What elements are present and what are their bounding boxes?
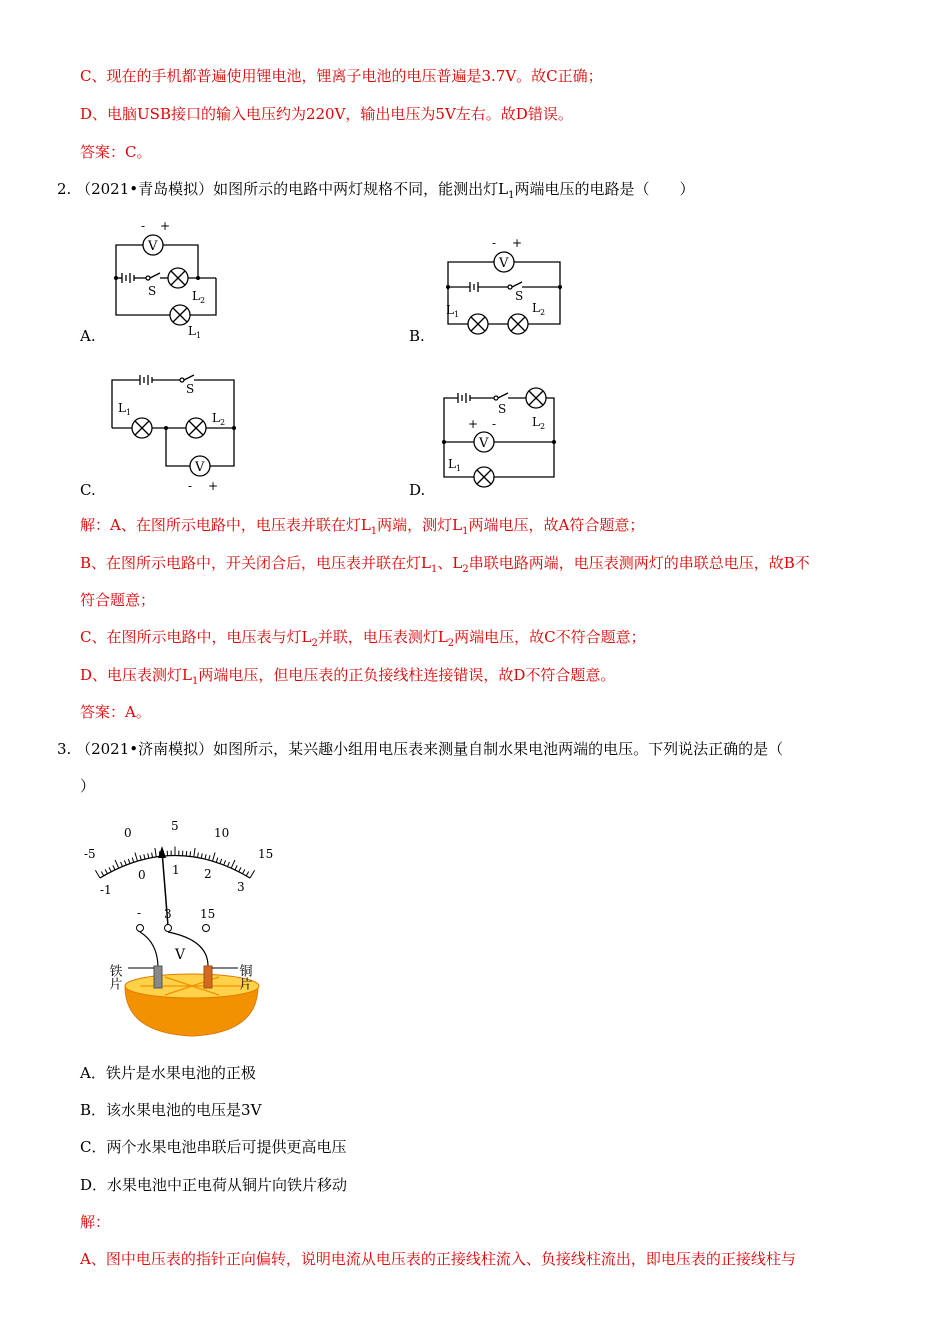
voltmeter-label: V [479,436,489,451]
scale-tick [155,848,156,857]
lamp2-sub: 2 [220,418,226,427]
minus-label: - [188,479,193,493]
voltmeter-label: V [148,239,158,254]
q2-number: 2. [57,180,72,198]
q3-option-c: C．两个水果电池串联后可提供更高电压 [80,1138,347,1156]
lamp1-label: L [446,303,454,317]
scale-tick [124,860,126,865]
scale-tick [113,865,115,870]
scale-tick [190,851,191,856]
lamp2-label: L [192,289,200,303]
tick-bottom-3: 3 [237,880,245,894]
copper-plate-label: 铜片 [236,964,252,990]
scale-tick [205,854,206,859]
scale-tick [95,870,100,878]
lamp1-label: L [118,401,126,415]
scale-tick [228,862,230,867]
circuit-diagram-b [440,232,570,342]
scale-tick [132,858,134,863]
scale-tick [128,859,130,864]
tick-bottom-0: 0 [138,868,146,882]
scale-tick [243,869,245,873]
terminal-3-label: 3 [164,907,172,921]
scale-tick [121,862,123,867]
q3-solution-label: 解： [80,1213,111,1231]
circuit-diagram-d [440,380,570,495]
lamp2-sub: 2 [200,296,206,305]
lamp1-label: L [188,324,196,338]
q2-stem-text-b: 两端电压的电路是（ ） [514,180,695,198]
tick-top-0: 0 [124,826,132,840]
scale-tick [239,867,241,871]
q2-answer: 答案：A。 [80,703,151,721]
minus-label: - [492,236,497,250]
circuit-diagram-c [108,368,248,493]
q3-option-d: D．水果电池中正电荷从铜片向铁片移动 [80,1176,348,1194]
q2-stem-text: （2021•青岛模拟）如图所示的电路中两灯规格不同，能测出灯L [76,180,509,198]
lamp1-sub: 1 [196,331,202,340]
scale-tick [115,860,119,868]
scale-tick [198,853,199,858]
terminal-15-label: 15 [200,907,216,921]
switch-label: S [186,382,195,396]
switch-label: S [148,284,157,298]
scale-tick [109,867,111,871]
scale-tick [135,853,138,862]
plus-label: + [160,219,171,233]
q3-option-b: B．该水果电池的电压是3V [80,1101,262,1119]
lamp2-label: L [212,411,220,425]
switch-label: S [515,289,524,303]
option-c-label: C. [80,481,96,499]
lamp2-sub: 2 [540,308,546,317]
lamp1-sub: 1 [126,408,132,417]
lamp1-sub: 1 [454,310,460,319]
voltmeter-v-label: V [175,947,186,963]
lamp1-sub: 1 [456,464,462,473]
scale-tick [144,854,145,859]
plus-label: + [468,417,479,431]
q2-stem-sub: 1 [508,190,515,201]
tick-top-5: 5 [171,819,179,833]
option-d-label: D. [409,481,426,499]
q2-solution-d: D、电压表测灯$L_1$两端电压，但电压表的正负接线柱连接错误，故D不符合题意。 [80,666,616,687]
scale-tick [213,853,216,862]
prev-solution-c: C、现在的手机都普遍使用锂电池，锂离子电池的电压普遍是3.7V。故C正确； [80,67,603,85]
q3-number: 3. [57,740,72,758]
scale-tick [246,871,248,875]
switch-label: S [498,402,507,416]
voltmeter-label: V [499,256,509,271]
tick-bottom-2: 2 [204,867,212,881]
tick-bottom-1: 1 [172,863,180,877]
scale-tick [235,865,237,870]
scale-tick [148,853,149,858]
tick-top-15: 15 [258,847,274,861]
fruit-battery-figure [80,818,280,1043]
q2-solution-a: 解：A、在图所示电路中，电压表并联在灯$L_1$两端，测灯$L_1$两端电压，故A符合题意； [80,516,645,537]
scale-tick [231,860,235,868]
lamp2-sub: 2 [540,422,546,431]
lamp1-label: L [448,457,456,471]
scale-tick [250,870,255,878]
option-a-label: A. [80,327,96,345]
scale-tick [152,853,153,858]
option-b-label: B. [409,327,425,345]
scale-tick [216,858,218,863]
scale-tick [201,853,202,858]
lamp2-label: L [532,415,540,429]
q3-solution-a: A、图中电压表的指针正向偏转，说明电流从电压表的正接线柱流入、负接线柱流出，即电压表的正接线柱与 [80,1250,796,1268]
scale-tick [101,871,103,875]
tick-top-neg5: -5 [84,847,96,861]
scale-tick [194,848,195,857]
plus-label: + [208,479,219,493]
minus-label: - [141,219,146,233]
tick-bottom-neg1: -1 [100,883,112,897]
q2-solution-c: C、在图所示电路中，电压表与灯$L_2$并联，电压表测灯$L_2$两端电压，故C不符合题意； [80,628,646,649]
q3-stem-end: ） [80,777,96,795]
voltmeter-label: V [195,460,205,475]
q2-stem [57,179,694,206]
prev-answer: 答案：C。 [80,143,152,161]
q2-solution-b: B、在图所示电路中，开关闭合后，电压表并联在灯$L_1$、$L_2$串联电路两端，电压表测两灯的串联总电压，故B不 [80,554,810,575]
q2-solution-b-cont: 符合题意； [80,591,156,609]
scale-tick [140,855,141,860]
q3-stem [57,739,783,759]
iron-plate-label: 铁片 [106,964,122,990]
tick-top-10: 10 [214,826,230,840]
scale-tick [105,869,107,873]
minus-label: - [492,417,497,431]
circuit-diagram-a [108,210,228,340]
lamp2-label: L [532,301,540,315]
q3-option-a: A．铁片是水果电池的正极 [80,1064,256,1082]
terminal-neg-label: - [137,906,142,920]
plus-label: + [512,236,523,250]
scale-tick [220,859,222,864]
prev-solution-d: D、电脑USB接口的输入电压约为220V，输出电压为5V左右。故D错误。 [80,105,573,123]
q3-stem-text: （2021•济南模拟）如图所示，某兴趣小组用电压表来测量自制水果电池两端的电压。下列说法正确的是（ [76,740,784,758]
scale-tick [209,855,210,860]
scale-tick [224,860,226,865]
